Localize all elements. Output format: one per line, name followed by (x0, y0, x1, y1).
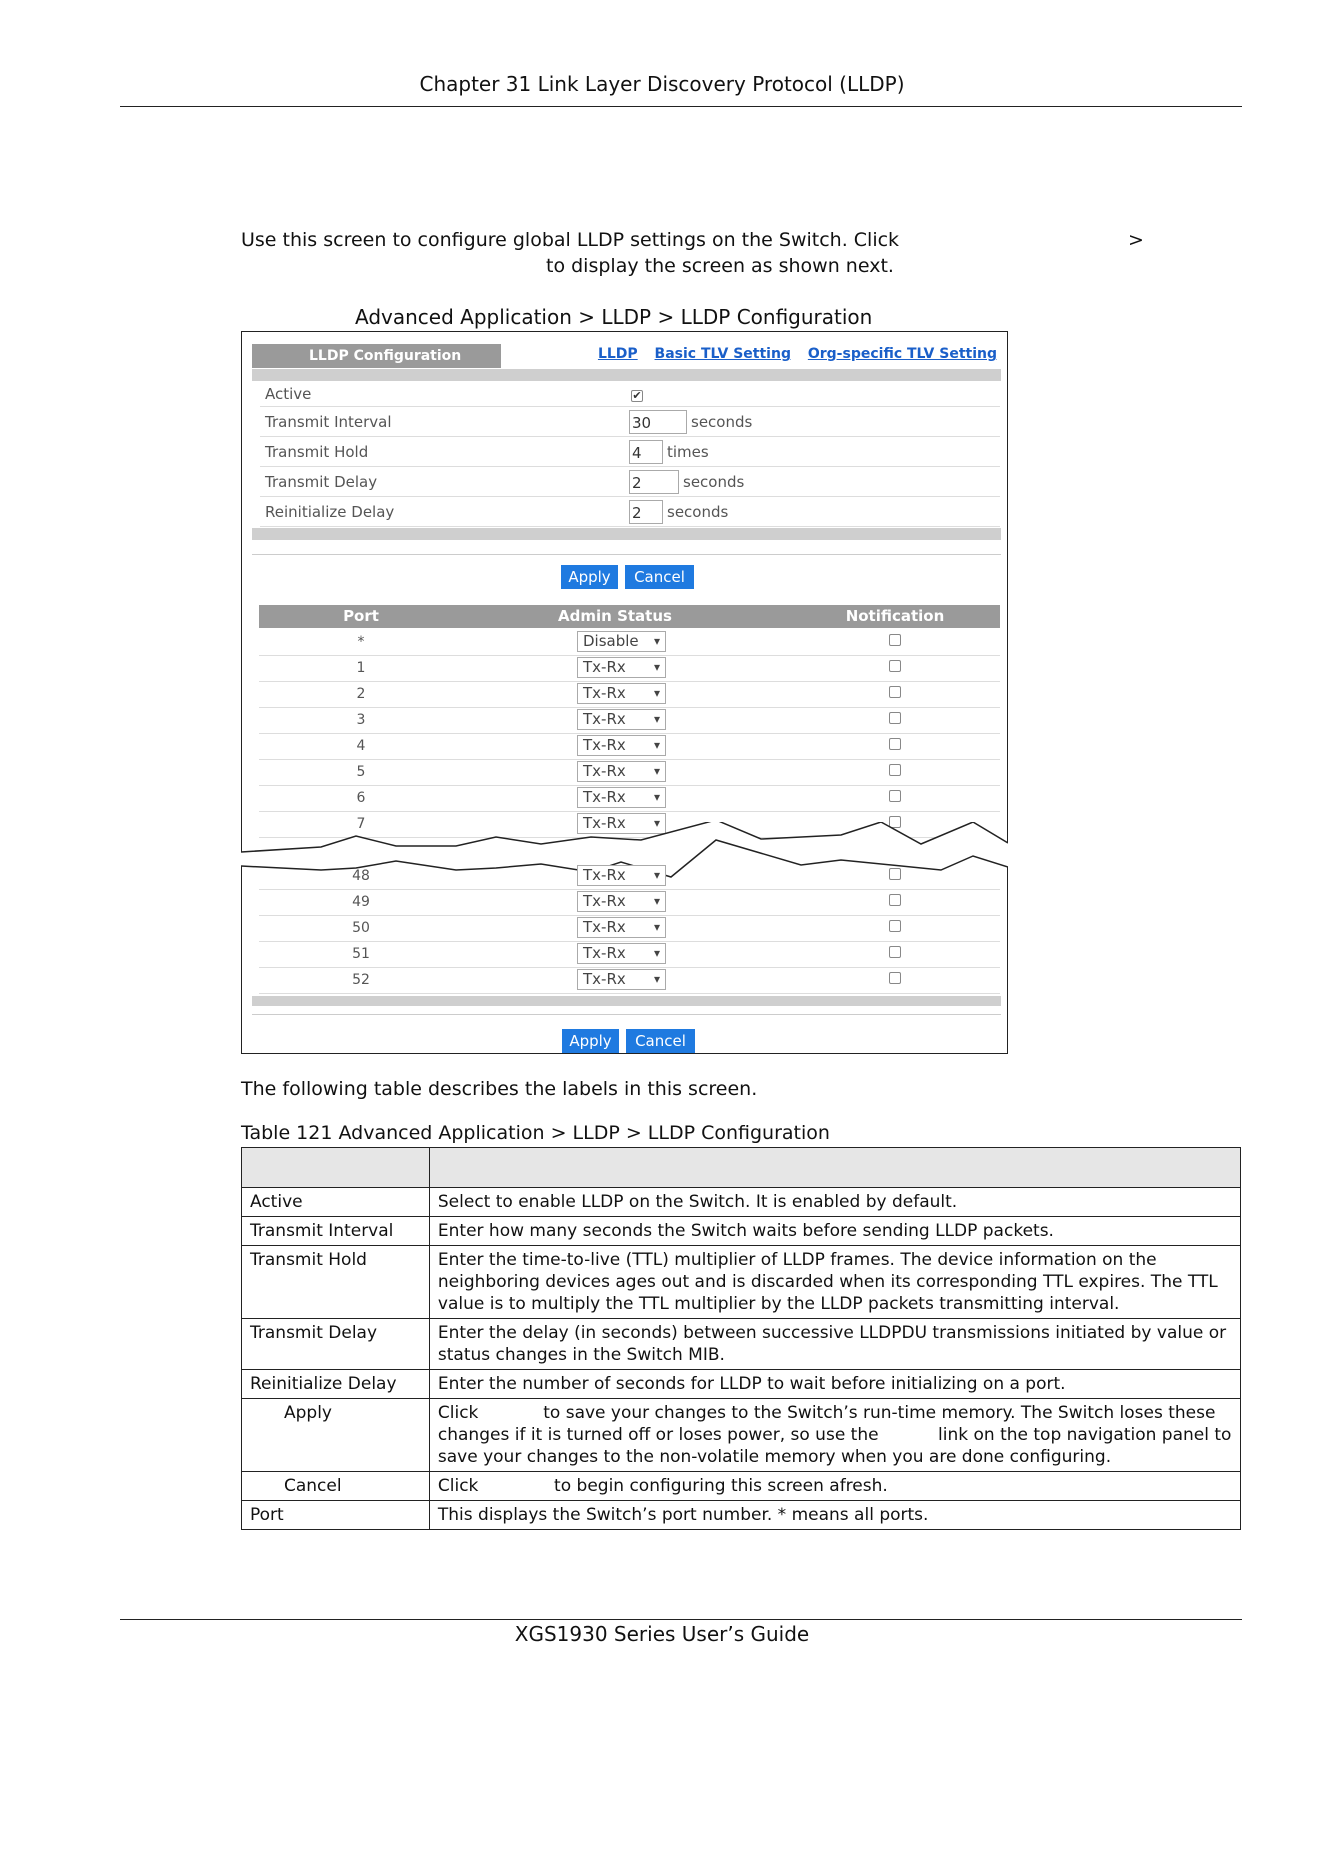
table-row-label: Transmit Hold (242, 1246, 430, 1319)
port-number: * (357, 634, 365, 650)
port-table-header (259, 605, 1000, 628)
port-column-header: Port (343, 607, 379, 625)
admin-status-select[interactable]: Tx-Rx ▾ (577, 917, 666, 938)
intro-line-1: Use this screen to configure global LLDP settings on the Switch. Click (241, 229, 900, 251)
intro-line-1-end: > (1128, 229, 1144, 251)
admin-status-select[interactable]: Tx-Rx ▾ (577, 657, 666, 678)
reinitialize-delay-unit: seconds (667, 503, 729, 521)
transmit-hold-unit: times (667, 443, 709, 461)
admin-status-select[interactable]: Tx-Rx ▾ (577, 943, 666, 964)
notification-column-header: Notification (845, 607, 945, 625)
table-row-description: Enter the time-to-live (TTL) multiplier of LLDP frames. The device information on the neighboring devices ages out and is discarded when its corresponding TTL expires. The TTL value is to multiply the TTL multiplier by the LLDP packets transmitting interval. (429, 1246, 1240, 1319)
lldp-configuration-screenshot (241, 331, 1008, 1054)
reinitialize-delay-input[interactable]: 2 (629, 500, 663, 524)
transmit-delay-unit: seconds (683, 473, 745, 491)
port-number: 3 (356, 712, 366, 728)
port-number: 7 (356, 816, 366, 832)
figure-caption: Advanced Application > LLDP > LLDP Configuration (355, 305, 873, 329)
port-row (259, 681, 1000, 708)
port-row (259, 967, 1000, 994)
transmit-interval-input[interactable]: 30 (629, 410, 687, 434)
table-row-description: Enter the delay (in seconds) between successive LLDPDU transmissions initiated by value or status changes in the Switch MIB. (429, 1319, 1240, 1370)
table-row-description: Enter the number of seconds for LLDP to wait before initializing on a port. (429, 1370, 1240, 1399)
table-row (242, 1472, 1241, 1501)
table-row-description: Select to enable LLDP on the Switch. It is enabled by default. (429, 1188, 1240, 1217)
nav-link-basic-tlv[interactable]: Basic TLV Setting (654, 346, 791, 362)
transmit-delay-row (260, 467, 1000, 497)
port-number: 6 (356, 790, 366, 806)
table-intro: The following table describes the labels in this screen. (241, 1078, 758, 1100)
transmit-interval-label: Transmit Interval (265, 413, 392, 431)
table-row (242, 1319, 1241, 1370)
notification-checkbox[interactable] (889, 660, 901, 672)
table-header-row (242, 1148, 1241, 1188)
port-number: 5 (356, 764, 366, 780)
notification-checkbox[interactable] (889, 738, 901, 750)
reinitialize-delay-row (260, 497, 1000, 527)
table-row-label: Reinitialize Delay (242, 1370, 430, 1399)
intro-line-2: to display the screen as shown next. (546, 255, 894, 277)
admin-status-select[interactable]: Tx-Rx ▾ (577, 735, 666, 756)
admin-status-select[interactable]: Tx-Rx ▾ (577, 761, 666, 782)
transmit-hold-input[interactable]: 4 (629, 440, 663, 464)
table-row-description: Click to begin configuring this screen afresh. (429, 1472, 1240, 1501)
notification-checkbox[interactable] (889, 686, 901, 698)
table-row (242, 1217, 1241, 1246)
port-number: 49 (352, 894, 370, 910)
cancel-button-top[interactable]: Cancel (625, 565, 694, 589)
transmit-delay-input[interactable]: 2 (629, 470, 679, 494)
port-number: 51 (352, 946, 370, 962)
notification-checkbox[interactable] (889, 894, 901, 906)
settings-top-band (252, 369, 1001, 381)
screen-tabbar (252, 344, 997, 369)
admin-status-select[interactable]: Tx-Rx ▾ (577, 787, 666, 808)
port-number: 2 (356, 686, 366, 702)
port-row (259, 863, 1000, 890)
transmit-interval-unit: seconds (691, 413, 753, 431)
nav-link-org-tlv[interactable]: Org-specific TLV Setting (807, 346, 997, 362)
nav-links (586, 346, 997, 362)
admin-status-select[interactable]: Tx-Rx ▾ (577, 813, 666, 834)
nav-link-lldp[interactable]: LLDP (597, 346, 638, 362)
screen-title: LLDP Configuration (252, 344, 501, 368)
table-row-description: Enter how many seconds the Switch waits before sending LLDP packets. (429, 1217, 1240, 1246)
active-label: Active (265, 385, 312, 403)
notification-checkbox[interactable] (889, 868, 901, 880)
admin-status-select[interactable]: Tx-Rx ▾ (577, 891, 666, 912)
table-row-description: This displays the Switch’s port number. * means all ports. (429, 1501, 1240, 1530)
table-row-label: Active (242, 1188, 430, 1217)
admin-status-select[interactable]: Tx-Rx ▾ (577, 709, 666, 730)
table-row (242, 1246, 1241, 1319)
notification-checkbox[interactable] (889, 764, 901, 776)
port-row (259, 707, 1000, 734)
table-row-label: Transmit Delay (242, 1319, 430, 1370)
apply-button-top[interactable]: Apply (561, 565, 618, 589)
table-row (242, 1370, 1241, 1399)
table-row-description: Click to save your changes to the Switch’s run-time memory. The Switch loses these changes if it is turned off or loses power, so use the link on the top navigation panel to save your changes to the non-volatile memory when you are done configuring. (429, 1399, 1240, 1472)
active-row (260, 382, 1000, 407)
port-row (259, 915, 1000, 942)
labels-description-table (241, 1147, 1241, 1530)
port-number: 48 (352, 868, 370, 884)
active-checkbox[interactable]: ✔ (632, 389, 642, 402)
table-row-label: Port (242, 1501, 430, 1530)
table-row-label: Apply (242, 1399, 430, 1472)
port-row (259, 655, 1000, 682)
port-row (259, 785, 1000, 812)
port-number: 1 (356, 660, 366, 676)
header-rule (120, 106, 1242, 107)
table-row-label: Transmit Interval (242, 1217, 430, 1246)
notification-checkbox[interactable] (889, 972, 901, 984)
transmit-interval-row (260, 407, 1000, 437)
admin-status-select[interactable]: Tx-Rx ▾ (577, 969, 666, 990)
table-row (242, 1188, 1241, 1217)
notification-checkbox[interactable] (889, 712, 901, 724)
notification-checkbox[interactable] (889, 634, 901, 646)
admin-status-column-header: Admin Status (558, 607, 672, 625)
port-number: 52 (352, 972, 370, 988)
footer-rule (120, 1619, 1242, 1620)
port-row (259, 733, 1000, 760)
transmit-hold-label: Transmit Hold (265, 443, 369, 461)
port-number: 4 (356, 738, 366, 754)
notification-checkbox[interactable] (889, 946, 901, 958)
transmit-delay-label: Transmit Delay (265, 473, 378, 491)
reinitialize-delay-label: Reinitialize Delay (265, 503, 395, 521)
table-bottom-band (252, 996, 1001, 1006)
table-caption: Table 121 Advanced Application > LLDP > LLDP Configuration (241, 1122, 830, 1144)
transmit-hold-row (260, 437, 1000, 467)
port-row (259, 889, 1000, 916)
admin-status-select[interactable]: Tx-Rx ▾ (577, 865, 666, 886)
port-row (259, 759, 1000, 786)
admin-status-select[interactable]: Tx-Rx ▾ (577, 683, 666, 704)
port-number: 50 (352, 920, 370, 936)
table-row-label: Cancel (242, 1472, 430, 1501)
port-row (259, 629, 1000, 656)
cancel-button-bottom[interactable]: Cancel (626, 1029, 695, 1053)
notification-checkbox[interactable] (889, 920, 901, 932)
table-row (242, 1399, 1241, 1472)
notification-checkbox[interactable] (889, 790, 901, 802)
table-row (242, 1501, 1241, 1530)
admin-status-select[interactable]: Disable ▾ (577, 631, 666, 652)
footer-text: XGS1930 Series User’s Guide (514, 1622, 810, 1646)
port-row (259, 941, 1000, 968)
apply-button-bottom[interactable]: Apply (562, 1029, 619, 1053)
settings-bottom-band (252, 528, 1001, 540)
chapter-title: Chapter 31 Link Layer Discovery Protocol (LLDP) (419, 72, 905, 96)
